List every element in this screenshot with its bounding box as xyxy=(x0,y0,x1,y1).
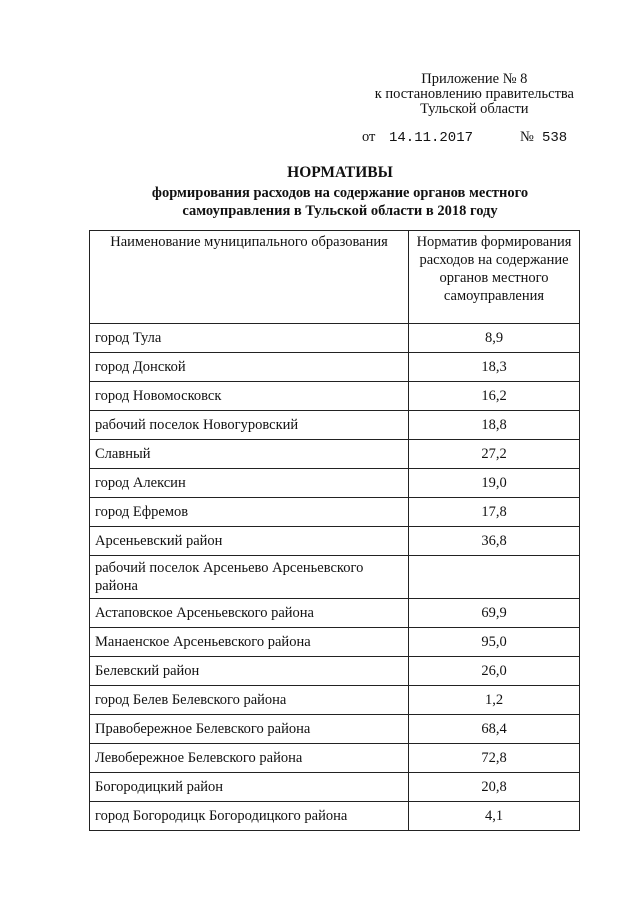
table-row xyxy=(90,744,580,773)
table-row xyxy=(90,715,580,744)
municipality-name: город Богородицк Богородицкого района xyxy=(90,802,409,831)
norm-value: 69,9 xyxy=(409,599,580,628)
municipality-name: Левобережное Белевского района xyxy=(90,744,409,773)
header-municipality: Наименование муниципального образования xyxy=(90,231,409,324)
table-row xyxy=(90,324,580,353)
municipality-name: Астаповское Арсеньевского района xyxy=(90,599,409,628)
document-subtitle-line-1: формирования расходов на содержание органов местного xyxy=(151,185,529,201)
order-from-label: от xyxy=(362,129,376,145)
document-heading xyxy=(90,164,590,220)
norm-value: 68,4 xyxy=(409,715,580,744)
norm-value: 27,2 xyxy=(409,440,580,469)
norm-value: 8,9 xyxy=(409,324,580,353)
municipality-name: Славный xyxy=(90,440,409,469)
table-row xyxy=(90,411,580,440)
municipality-name: город Новомосковск xyxy=(90,382,409,411)
table-body xyxy=(90,324,580,831)
order-number: 538 xyxy=(542,130,568,146)
municipality-name: город Ефремов xyxy=(90,498,409,527)
order-date: 14.11.2017 xyxy=(389,130,474,146)
municipality-name: Правобережное Белевского района xyxy=(90,715,409,744)
appendix-region: Тульской области xyxy=(420,101,529,117)
norm-value xyxy=(409,556,580,599)
municipality-name: рабочий поселок Арсеньево Арсеньевского района xyxy=(90,556,409,599)
municipality-name: Арсеньевский район xyxy=(90,527,409,556)
municipality-name: Манаенское Арсеньевского района xyxy=(90,628,409,657)
table-row xyxy=(90,527,580,556)
municipality-name: Белевский район xyxy=(90,657,409,686)
table-header-row xyxy=(90,231,580,324)
municipality-name: город Алексин xyxy=(90,469,409,498)
municipality-name: город Донской xyxy=(90,353,409,382)
norm-value: 16,2 xyxy=(409,382,580,411)
norm-value: 4,1 xyxy=(409,802,580,831)
table-row xyxy=(90,382,580,411)
table-row xyxy=(90,628,580,657)
norm-value: 36,8 xyxy=(409,527,580,556)
norm-value: 95,0 xyxy=(409,628,580,657)
norm-value: 20,8 xyxy=(409,773,580,802)
appendix-reference: к постановлению правительства xyxy=(374,86,574,102)
norm-value: 17,8 xyxy=(409,498,580,527)
norm-value: 18,3 xyxy=(409,353,580,382)
document-subtitle xyxy=(90,184,590,220)
order-line xyxy=(362,129,572,147)
document-title: НОРМАТИВЫ xyxy=(287,164,393,181)
table-row xyxy=(90,599,580,628)
order-number-label: № xyxy=(520,129,534,145)
table-row xyxy=(90,657,580,686)
table-row xyxy=(90,440,580,469)
appendix-title: Приложение № 8 xyxy=(421,71,528,87)
document-subtitle-line-2: самоуправления в Тульской области в 2018 году xyxy=(182,203,498,219)
table-row xyxy=(90,802,580,831)
norm-value: 18,8 xyxy=(409,411,580,440)
table-row xyxy=(90,686,580,715)
municipality-name: Богородицкий район xyxy=(90,773,409,802)
appendix-block xyxy=(375,72,574,117)
norm-value: 19,0 xyxy=(409,469,580,498)
table-row xyxy=(90,498,580,527)
table-row xyxy=(90,353,580,382)
municipality-name: город Тула xyxy=(90,324,409,353)
municipality-name: город Белев Белевского района xyxy=(90,686,409,715)
norm-value: 1,2 xyxy=(409,686,580,715)
municipality-name: рабочий поселок Новогуровский xyxy=(90,411,409,440)
table-row xyxy=(90,556,580,599)
norms-table xyxy=(89,230,580,831)
header-norm: Норматив формирования расходов на содержание органов местного самоуправления xyxy=(409,231,580,324)
norm-value: 26,0 xyxy=(409,657,580,686)
table-row xyxy=(90,469,580,498)
table-row xyxy=(90,773,580,802)
norm-value: 72,8 xyxy=(409,744,580,773)
